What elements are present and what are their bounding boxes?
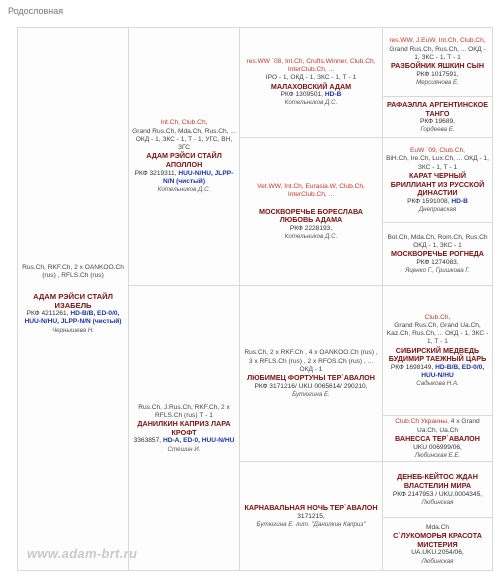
sss-titles-red: res.WW, J.EuW, Int.Ch, Club.Ch,	[389, 37, 486, 45]
ssd-name[interactable]: РАФАЭЛЛА АРГЕНТИНСКОЕ ТАНГО	[386, 99, 488, 118]
dds-name[interactable]: ДЕНЕБ-КЕЙТОС ЖДАН ВЛАСТЕЛИН МИРА	[397, 472, 478, 490]
sss-reg: РКФ 1017591,	[416, 70, 459, 78]
ddd-name[interactable]: С`ЛУКОМОРЬЯ КРАСОТА МИСТЕРИЯ	[393, 530, 482, 549]
dss-owner: Садыкова Н.А.	[416, 380, 459, 388]
dss-reg: РКФ 1698149,	[390, 364, 434, 371]
sd-cell	[240, 139, 382, 286]
ss-cell	[240, 28, 382, 138]
site-watermark: www.adam-brt.ru	[27, 546, 138, 561]
dss-titles-red: Club.Ch,	[424, 313, 451, 321]
sire-owner: Котельников Д.С.	[157, 185, 211, 193]
dds-owner: Любинская	[421, 498, 454, 506]
dsd-owner: Любинская Е.Е.	[414, 451, 461, 459]
sire-cell	[129, 28, 239, 286]
dsd-name[interactable]: ВАНЕССА ТЕР`АВАЛОН	[395, 433, 480, 443]
dsd-cell	[383, 417, 492, 462]
pedigree-column-parents	[129, 28, 240, 570]
dss-health: HD-B/B, ED-0/0, HUU-N/HU	[421, 364, 485, 380]
sdd-reg: РКФ 1274083,	[416, 259, 459, 267]
dds-cell	[383, 463, 492, 518]
dss-name[interactable]: СИБИРСКИЙ МЕДВЕДЬ БУДИМИР ТАЕЖНЫЙ ЦАРЬ	[388, 345, 487, 364]
pedigree-column-grandparents	[240, 28, 383, 570]
sire-titles-red: Int.Ch, Club.Ch,	[160, 119, 208, 127]
ds-owner: Бутюгина Е.	[292, 390, 330, 398]
sire-name[interactable]: АДАМ РЭЙСИ СТАЙЛ АПОЛЛОН	[146, 151, 222, 169]
pedigree-column-dog	[18, 28, 129, 570]
ds-cell	[240, 287, 382, 462]
ddd-owner: Любинская	[421, 557, 454, 565]
sds-reg: РКФ 1591008,	[407, 197, 450, 205]
dss-cell	[383, 287, 492, 416]
ss-owner: Котельников Д.С.	[284, 99, 338, 107]
sss-cell	[383, 28, 492, 97]
ssd-reg: РКФ 19689,	[419, 118, 456, 126]
sss-owner: Мерсиянова Е.	[416, 78, 459, 86]
sire-reg: РКФ 3219311,	[134, 169, 177, 177]
sdd-name[interactable]: МОСКВОРЕЧЬЕ РОГНЕДА	[390, 249, 484, 259]
sire-health: HUU-N/HU, JLPP-N/N (чистый)	[162, 169, 234, 185]
ss-name[interactable]: МАЛАХОВСКИЙ АДАМ	[270, 81, 352, 91]
dss-titles: Grand Rus.Ch, Grand Ua.Ch, Kaz.Ch, Rus.Ch, ... ОКД - 1, ЗКС - 1, Т - 1	[386, 322, 489, 346]
dds-reg: РКФ 2147953 / UKU.0004345,	[392, 490, 483, 498]
dsd-reg: UKU 006999/06,	[413, 443, 462, 451]
ddd-reg: UA.UKU.2054/06,	[411, 549, 464, 557]
sds-cell	[383, 139, 492, 223]
ssd-cell	[383, 98, 492, 138]
dsd-titles: 4 x Grand Ua.Ch, Ua.Ch	[416, 418, 480, 434]
dsd-titles-red: Club.Ch Украины,	[395, 418, 449, 426]
dd-cell	[240, 463, 382, 570]
sds-name[interactable]: КАРАТ ЧЕРНЫЙ БРИЛЛИАНТ ИЗ РУССКОЙ ДИНАСТИИ	[390, 170, 485, 198]
ss-titles-red: res.WW `08, Int.Ch, Crufts.Winner, Club.Ch, InterClub.Ch, ...	[246, 57, 376, 74]
sd-titles-red: Vet.WW, Int.Ch, Eurasia.W, Club.Ch, InterClub.Ch, ...	[257, 183, 365, 199]
dam-cell	[129, 287, 239, 570]
dam-titles: Rus.Ch, J.Rus.Ch, RKF.Ch, 2 x RFLS.Ch (rus) Т - 1	[138, 403, 230, 419]
ss-titles: IPO - 1, ОКД - 1, ЗКС - 1, Т - 1	[265, 74, 357, 82]
ssd-owner: Гордеева Е.	[420, 126, 455, 134]
ss-health: HD-B	[324, 91, 342, 99]
page-title: Родословная	[8, 6, 64, 16]
dam-name[interactable]: ДАНИЛКИН КАПРИЗ ЛАРА КРОФТ	[137, 419, 231, 437]
ds-name[interactable]: ЛЮБИМЕЦ ФОРТУНЫ ТЕР`АВАЛОН	[247, 373, 375, 383]
sds-titles-red: EuW `09, Club.Ch,	[410, 147, 465, 155]
dog-reg: РКФ 4211261,	[26, 310, 69, 318]
sss-titles: Grand Rus.Ch, Rus.Ch, ... ОКД - 1, ЗКС - 1, Т - 1	[389, 45, 486, 61]
dog-health: HD-B/B, ED-0/0, HUU-N/HU, JLPP-N/N (чистый)	[24, 310, 122, 326]
pedigree-table	[17, 27, 493, 571]
dog-cell	[18, 28, 128, 570]
sd-reg: РКФ 2228193,	[289, 224, 333, 232]
dog-titles: Rus.Ch, RKF.Ch, 2 x OANKOO.Ch (rus) , RFLS.Ch (rus)	[22, 263, 124, 279]
sdd-owner: Яценко Г., Гришкова Г.	[405, 267, 470, 275]
dd-owner: Бутюгина Е. лит. "Данилкин Каприз"	[256, 521, 366, 529]
dog-owner: Чернышева Н.	[51, 326, 95, 334]
sd-owner: Котельников Д.С.	[284, 233, 338, 241]
sdd-cell	[383, 224, 492, 286]
sss-name[interactable]: РАЗБОЙНИК ЯШКИН СЫН	[390, 61, 485, 71]
ds-titles: Rus.Ch, 2 x RKF.Ch , 4 x OANKOO.Ch (rus) , 3 x RFLS.Ch (rus) , 2 x RFOS.Ch (rus) , ... ОКД - 1	[244, 349, 378, 373]
ddd-titles: Mda.Ch	[425, 523, 450, 531]
dam-health: HD-A, ED-0, HUU-N/HU	[162, 437, 235, 445]
sire-titles: Grand Rus.Ch, Mda.Ch, Rus.Ch, ... ОКД - 1, ЗКС - 1, Т - 1, УГС, ВН, ЗГС	[132, 127, 236, 151]
sds-health: HD-B	[451, 197, 468, 205]
sds-titles: BiH.Ch, Ire.Ch, Lux.Ch, ... ОКД - 1, ЗКС - 1, Т - 1	[386, 155, 489, 171]
sdd-titles: Bol.Ch, Mda.Ch, Rom.Ch, Rus.Ch ОКД - 1, ЗКС - 1	[387, 233, 488, 250]
pedigree-column-great-grandparents	[383, 28, 492, 570]
sds-owner: Днепровская	[418, 206, 457, 214]
sd-name[interactable]: МОСКВОРЕЧЬЕ БОРЕСЛАВА ЛЮБОВЬ АДАМА	[259, 206, 363, 225]
dog-name[interactable]: АДАМ РЭЙСИ СТАЙЛ ИЗАБЕЛЬ	[33, 292, 113, 311]
ddd-cell	[383, 519, 492, 570]
dam-owner: Стешин И.	[167, 445, 201, 453]
dd-reg: 3171215,	[297, 512, 325, 520]
dam-reg: 3363857,	[133, 437, 162, 445]
ss-reg: РКФ 1309501,	[280, 91, 324, 99]
dd-name[interactable]: КАРНАВАЛЬНАЯ НОЧЬ ТЕР`АВАЛОН	[244, 503, 378, 513]
ds-reg: РКФ 3171216/ UKU 0065614/ 290210,	[254, 382, 368, 390]
